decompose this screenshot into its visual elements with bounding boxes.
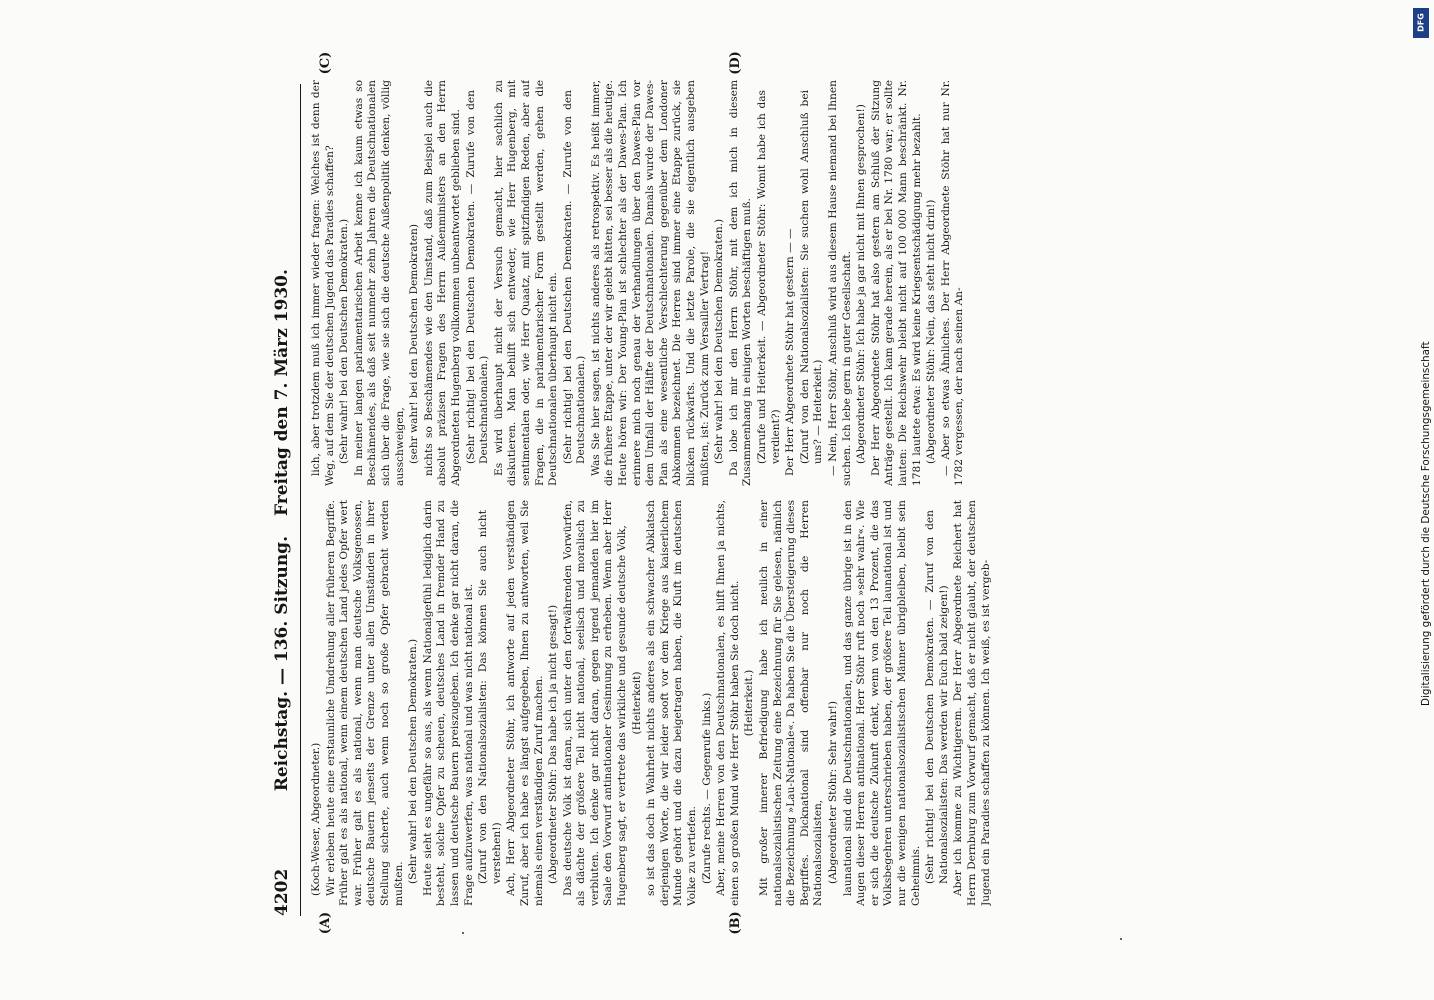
speech-paragraph: Ach, Herr Abgeordneter Stöhr, ich antworte auf jeden verständigen Zuruf, aber ich habe es längst aufgegeben, Ihnen zu antworten, weil Sie niemals einen verständigen Zuruf machen. [505,500,545,906]
interjection: (Sehr wahr! bei den Deutschen Demokraten.) [713,218,726,464]
interjection: (Sehr richtig! bei den Deutschen Demokraten. — Zurufe von den Deutschnationalen.) [561,90,588,464]
speech-paragraph: (Koch-Weser, Abgeordneter.) [310,742,322,896]
interjection: (Abgeordneter Stöhr: Ich habe ja gar nicht mit Ihnen gesprochen!) [855,104,868,464]
interjection: (sehr wahr! bei den Deutschen Demokraten) [408,224,421,464]
page-number: 4202 [272,868,292,916]
margin-mark-d: (D) [728,51,743,75]
margin-mark-a: (A) [318,911,333,935]
dfg-logo-text: DFG [1416,13,1426,32]
margin-mark-c: (C) [318,51,333,75]
speech-paragraph: — Nein, Herr Stöhr, Anschluß wird aus diesem Hause niemand bei Ihnen suchen. Ich lebe gern in guter Gesellschaft. [826,80,853,486]
speech-paragraph: — Aber so etwas Ähnliches. Der Herr Abgeordnete Stöhr hat nur Nr. 1782 vergessen, der nach seinen An- [939,80,966,486]
interjection: (Zuruf von den Nationalsozialisten: Das können Sie auch nicht verstehen!) [477,510,503,884]
interjection: (Heiterkeit.) [743,669,756,737]
speech-paragraph: Aber, meine Herren von den Deutschnationalen, es hilft Ihnen ja nichts, einen so großen Mund wie Herr Stöhr haben Sie doch nicht. [715,500,741,906]
header-rule [300,84,301,916]
interjection: (Heiterkeit) [630,671,643,735]
speech-paragraph: Mit großer innerer Befriedigung habe ich neulich in einer nationalsozialistischen Zeitung eine Bezeichnung für Sie gelesen, nämlich die Bezeichnung »Lau-Nationale«. Da haben Sie die Übersteigerung dieses Begriffes. Dicknational sind offenbar nur noch die Herren Nationalsozialisten, [758,500,825,906]
speech-paragraph: Das deutsche Volk ist daran, sich unter den fortwährenden Vorwürfen, als dächte der größere Teil nicht national, seelisch und moralisch zu verbluten. Ich denke gar nicht daran, gegen irgend jemanden hier im Saale den Vorwurf antinationaler Gesinnung zu erheben. Wenn aber Herr Hugenberg sagt, er vertrete das wirkliche und gesunde deutsche Volk, [561,500,629,906]
interjection: (Sehr richtig! bei den Deutschen Demokraten. — Zuruf von den Nationalsozialisten: Das werden wir Euch bald zeigen!) [924,510,950,884]
right-text-column [310,80,1180,486]
interjection: (Abgeordneter Stöhr: Das habe ich ja nicht gesagt!) [547,604,560,884]
speech-paragraph: so ist das doch in Wahrheit nichts anderes als ein schwacher Abklatsch derjenigen Worte, die wir leider sooft vor dem Kriege aus kaiserlichem Munde gehört und die dazu beigetragen haben, die Kluft im deutschen Volke zu vertiefen. [645,500,699,906]
speech-paragraph: launational sind die Deutschnationalen, und das ganze übrige ist in den Augen dieser Herren antinational. Herr Stöhr ruft noch »sehr wahr«. Wie er sich die deutsche Zukunft denkt, wenn von den 13 Prozent, die das Volksbegehren unterschrieben haben, der größere Teil launational ist und nur die wenigen nationalsozialistischen Männer übrigbleiben, bleibt sein Geheimnis. [841,500,922,906]
speech-paragraph: lich, aber trotzdem muß ich immer wieder fragen: Welches ist denn der Weg, auf dem Sie der deutschen Jugend das Paradies schaffen? [310,80,336,486]
scan-speck [462,932,464,934]
speech-paragraph: Der Herr Abgeordnete Stöhr hat also gestern am Schluß der Sitzung Anträge gestellt. Ich kam gerade herein, als er bei Nr. 1780 war; er sollte lauten: Die Reichswehr bleibt nicht auf 100 000 Mann beschränkt. Nr. 1781 lautete etwa: Es wird keine Kriegsentschädigung mehr bezahlt. [869,80,923,486]
interjection: (Abgeordneter Stöhr: Nein, das steht nicht drin!) [925,199,938,464]
speech-paragraph: Was Sie hier sagen, ist nichts anderes als retrospektiv. Es heißt immer, die frühere Etappe, unter der wir gelebt hätten, sei besser als die heutige. Heute hören wir: Der Young-Plan ist schlechter als der Dawes-Plan. Ich erinnere mich noch genau der Verhandlungen über den Dawes-Plan vor dem Umfall der Hälfte der Deutschnationalen. Damals wurde der Dawes-Plan als eine wesentliche Verschlechterung gegenüber dem Londoner Abkommen bezeichnet. Die Herren sind immer eine Etappe zurück, sie blicken rückwärts. Und die letzte Parole, die sie eigentlich ausgeben müßten, ist: Zurück zum Versailler Vertrag! [589,80,711,486]
left-text-column [310,500,1180,906]
funding-note: Digitalisierung gefördert durch die Deutsche Forschungsgemeinschaft [1420,341,1432,706]
session-date: Freitag den 7. März 1930. [272,269,292,516]
interjection: (Zurufe rechts. — Gegenrufe links.) [700,692,713,884]
speech-paragraph: Heute sieht es ungefähr so aus, als wenn Nationalgefühl lediglich darin besteht, solche Opfer zu scheuen, deutsches Land in fremder Hand zu lassen und deutsche Bauern preiszugeben. Ich denke gar nicht daran, die Frage aufzuwerfen, was national und was nicht national ist. [421,500,475,906]
session-title: Reichstag. — 136. Sitzung. [272,536,292,792]
speech-paragraph: Da lobe ich mir den Herrn Stöhr, mit dem ich mich in diesem Zusammenhang in einigen Worten beschäftigen muß. [727,80,754,486]
speech-paragraph: Der Herr Abgeordnete Stöhr hat gestern — — [784,228,797,476]
rotated-sheet [150,0,1250,1000]
speech-paragraph: Aber ich komme zu Wichtigerem. Der Herr Abgeordnete Reichert hat Herrn Dernburg zum Vorwurf gemacht, daß er nicht glaubt, der deutschen Jugend ein Paradies schaffen zu können. Ich weiß, es ist vergeb- [952,500,992,906]
speech-paragraph: In meiner langen parlamentarischen Arbeit kenne ich kaum etwas so Beschämendes, als daß seit nunmehr zehn Jahren die Deutschnationalen sich über die Frage, wie sie sich die deutsche Außenpolitik denken, völlig ausschweigen, [352,80,406,486]
interjection: (Sehr wahr! bei den Deutschen Demokraten.) [407,638,420,884]
interjection: (Sehr richtig! bei den Deutschen Demokraten. — Zurufe von den Deutschnationalen.) [464,90,491,464]
interjection: (Sehr wahr! bei den Deutschen Demokraten.) [338,218,351,464]
margin-mark-b: (B) [728,911,743,935]
running-header [268,84,298,916]
speech-paragraph: nichts so Beschämendes wie den Umstand, daß zum Beispiel auch die absolut präzisen Fragen des Herrn Außenministers an den Herrn Abgeordneten Hugenberg vollkommen unbeantwortet geblieben sind. [422,80,462,486]
scan-speck [1120,938,1122,940]
interjection: (Zurufe und Heiterkeit. — Abgeordneter Stöhr: Womit habe ich das verdient?) [756,90,782,464]
interjection: (Zuruf von den Nationalsozialisten: Sie suchen wohl Anschluß bei uns? — Heiterkeit.) [798,90,825,464]
speech-paragraph: Es wird überhaupt nicht der Versuch gemacht, hier sachlich zu diskutieren. Man behilft sich entweder, wie Herr Hugenberg, mit sentimentalen oder, wie Herr Quaatz, mit spitzfindigen Reden, aber auf Fragen, die in parlamentarischer Form gestellt werden, gehen die Deutschnationalen überhaupt nicht ein. [492,80,560,486]
interjection: (Abgeordneter Stöhr: Sehr wahr!) [826,700,839,884]
speech-paragraph: Wir erleben heute eine erstaunliche Umdrehung aller früheren Begriffe. Früher galt es als national, wenn einem deutschen Land jedes Opfer wert war. Früher galt es als national, wenn man deutsche Volksgenossen, deutsche Bauern jenseits der Grenze unter allen Umständen in ihrer Stellung sicherte, auch wenn noch so große Opfer gebracht werden mußten. [324,500,405,906]
